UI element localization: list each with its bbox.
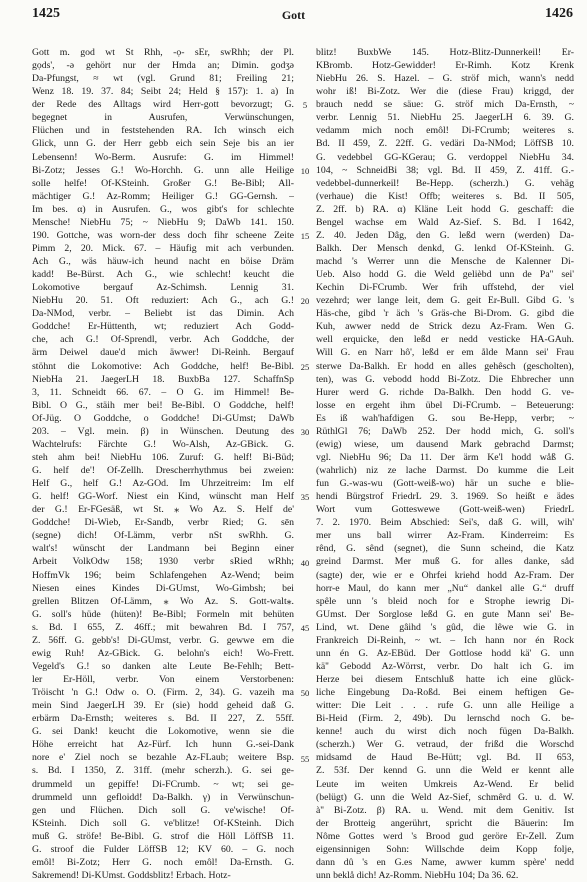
- text-line: nore e' Ziel noch se bezahle Az-FLaub; weitere Bsp.: [32, 752, 294, 764]
- text-line: Gott m. god wt St Rhh, -ọ- sEr, swRhh; der Pl.: [32, 47, 294, 58]
- margin-line-number: 10: [300, 165, 310, 176]
- text-line: Lebensenn! Wo-Berm. Ausrufe: G. im Himmel!: [32, 151, 294, 163]
- margin-line-number: 20: [300, 296, 310, 307]
- text-line: steh ahm bei! NiebHu 106. Zuruf: G. helf! Bi-Büd;: [32, 451, 294, 463]
- text-line: Im bes. α) in Ausrufen. G., wos gibt's for schlechte: [32, 203, 294, 215]
- text-line: Glick, unn G. der Herr gebb eich sein Seje bis an ier: [32, 138, 294, 150]
- text-line: drummeld un gepiffe! Di-FCrumb. ~ wt; sei ge-: [32, 778, 294, 790]
- margin-line-number: 55: [300, 753, 310, 764]
- text-line: Herze bei diesem Entschluß hatte ich eine glück-: [316, 674, 574, 685]
- margin-line-number: 30: [300, 427, 310, 438]
- text-line: s. Bd. I 655, Z. 46ff.; mit bewahren Bd. I 757,: [32, 621, 294, 633]
- text-line: ler Er-Höll, verbr. Von einem Verstorbenen:: [32, 674, 294, 685]
- text-line: che, ach G.! Of-Sprendl, verbr. Ach Goddche, der: [32, 334, 294, 346]
- text-line: G. soll's hüde (hüten)! Be-Bibl; Formeln mit behüten: [32, 608, 294, 620]
- text-line: well erquicke, den leßd er nedd vesticke HA-GAuh.: [316, 334, 574, 346]
- text-line: fun G.-was-wu (Gott-weiß-wo) här un suche e blie-: [316, 478, 574, 490]
- right-column: [316, 46, 574, 882]
- margin-line-number: 5: [302, 100, 308, 111]
- text-line: Da-Pfungst, ≈ wt (vgl. Grund 81; Freiling 21;: [32, 73, 294, 85]
- text-line: Balkh. Der Mensch denkd, G. lenkd Of-KSteinh. G.: [316, 242, 574, 254]
- text-line: (ewig) wiese, um dausend Mark gebrachd Darmst;: [316, 438, 574, 450]
- text-line: gen und Flüchen. Dich soll G. ve'wische! Of-: [32, 804, 294, 816]
- text-line: grellen Blitzen Of-Lämm, ⁎ Wo Az. S. Gott-walt⁎.: [32, 595, 294, 607]
- text-line: erbärm Da-Ernsth; weiteres s. Bd. II 227, Z. 55ff.: [32, 713, 294, 725]
- text-line: Tröischt 'n G.! Odw o. O. (Firm. 2, 34). G. vazeih ma: [32, 687, 294, 699]
- text-line: Vegeld's G.! so danken alte Leute Be-Fehlh; Bett-: [32, 660, 294, 672]
- margin-line-number: 45: [300, 623, 310, 634]
- text-line: vgl. NiebHu 96; Da 11. Der ärm Ke'l hodd wåß G.: [316, 451, 574, 463]
- text-line: G. helf! GG-Worf. Niest ein Kind, wünscht man Helf: [32, 491, 294, 503]
- text-line: HoffmVk 196; beim Schlafengehen Az-Wend; beim: [32, 569, 294, 581]
- text-line: KBromb. Hotz-Gewidder! Er-Rimh. Kotz Krenk: [316, 60, 574, 72]
- text-line: Goddche! Di-Wieb, Er-Sandb, verbr Ried; G. sēn: [32, 517, 294, 529]
- text-line: NiebHu 20. 51. Oft reduziert: Ach G., ach G.!: [32, 295, 294, 307]
- text-line: begegnet in Ausrufen, Verwünschungen,: [32, 112, 294, 124]
- text-line: vedebbel-dunnerkeil! Be-Hepp. (scherzh.) G. vehäg: [316, 177, 574, 189]
- text-line: Will G. en Narr hô', leßd er em ålde Mann sei' Frau: [316, 347, 574, 359]
- text-line: à'' Bi-Zotz. β) RA. u. Wend. mit dem Genitiv. Ist: [316, 804, 574, 816]
- text-line: KSteinh. Dich soll G. ve'blitze! Of-KSteinh. Dich: [32, 817, 294, 829]
- text-line: G. stroof die Fulder LöffSB 12; KV 60. – G. noch: [32, 843, 294, 855]
- margin-line-number: 50: [300, 688, 310, 699]
- text-line: Bengel wachse em Wald Az-Sief. S. Bd. I 1642,: [316, 216, 574, 228]
- text-line: Ueb. Also hodd G. die Weld gelièbd unn de Pa'' sei': [316, 269, 574, 281]
- text-line: Ach G., wäs häuw-ich heund nacht en böise Dräm: [32, 256, 294, 267]
- left-column: [32, 46, 294, 882]
- text-line: Z. 56ff. G. gebb's! Di-GUmst, verbr. G. gewwe em die: [32, 634, 294, 646]
- text-line: Kechin Di-FCrumb. Wer frih uffstehd, der viel: [316, 282, 574, 294]
- text-line: Hurer werd G. richde Da-Balkh. Den hodd G. ve-: [316, 386, 574, 398]
- text-line: greind Darmst. Mer muß G. for alles danke, såd: [316, 556, 574, 568]
- text-line: kä'' Gebodd Az-Wörrst, verbr. Do halt ich G. im: [316, 660, 574, 672]
- text-line: solle helfe! Of-KSteinh. Großer G.! Be-Bibl; All-: [32, 177, 294, 189]
- text-line: Arbeit VolkOdw 158; 1930 verbr sRied wRhh;: [32, 556, 294, 568]
- text-line: G. helf de'! Of-Zellh. Drescherrhythmus bei zweien:: [32, 465, 294, 476]
- running-head: Gott: [281, 8, 306, 22]
- page-number-left: 1425: [32, 6, 60, 21]
- text-line: der Brotteig angerührt, spricht die Bäuerin: Im: [316, 817, 574, 829]
- text-line: Mensche! NiebHu 75; ~ NiebHu 9; DaWb 141. 150.: [32, 216, 294, 228]
- text-line: wohr iß! Bi-Zotz. Wer die (diese Frau) kriggd, der: [316, 86, 574, 98]
- text-line: 7. 2. 1970. Beim Abschied: Sei's, daß G. will, wih': [316, 517, 574, 529]
- text-line: losse en ergeht ihm übel Di-FCrumb. – Beteuerung:: [316, 399, 574, 411]
- text-line: liche Eingebung Da-Roßd. Bei einem heftigen Ge-: [316, 687, 574, 699]
- text-line: Höhe erreicht hat Az-Fürf. Ich hunn G.-sei-Dank: [32, 739, 294, 751]
- text-line: mer uns ball wirrer Az-Fram. Kinderreim: Es: [316, 530, 574, 542]
- text-line: mein Sind JaegerLH 39. Er (sie) hodd geheid daß G.: [32, 700, 294, 712]
- margin-line-number: 40: [300, 557, 310, 568]
- text-line: rênd, G. sênd (segnet), die Sunn scheind, die Katz: [316, 543, 574, 555]
- margin-line-number: 25: [300, 361, 310, 372]
- text-line: Leute im weiten Umkreis Az-Wend. Er belid: [316, 778, 574, 790]
- text-line: verbr. Lennig 51. NiebHu 25. JaegerLH 6. 39. G.: [316, 112, 574, 124]
- text-line: NiebHa 21. JaegerLH 18. BuxbBa 127. SchaffnSp: [32, 373, 294, 385]
- text-line: der Rede des Alltags wird Herr-gott bevorzugt; G.: [32, 99, 294, 111]
- text-line: midsamd de Haud Be-Hütt; vgl. Bd. II 653,: [316, 752, 574, 764]
- text-line: vezehrd; wer lange leit, dem G. geit Er-Bull. Gibd G. 's: [316, 295, 574, 307]
- text-line: brauch nedd se säue: G. ströf mich Da-Ernsth, ~: [316, 99, 574, 111]
- text-line: witter: Die Leit . . . rufe G. unn alle Heilige a: [316, 700, 574, 712]
- text-line: G. sei Dank! keucht die Lokomotive, wenn sie die: [32, 726, 294, 738]
- text-line: Lokomotive bergauf Az-Schimsh. Lennig 31.: [32, 282, 294, 294]
- text-line: Kuh, awwer nedd de Strick dezu Az-Fram. Wen G.: [316, 321, 574, 333]
- text-line: unn én G. Az-EBüd. Der Gottlose hodd kä' G. unn: [316, 647, 574, 659]
- text-line: spêle unn 's bleid noch for e Strophe iewrig Di-: [316, 595, 574, 607]
- text-line: stöhnt die Lokomotive: Ach Goddche, helf! Be-Bibl.: [32, 360, 294, 372]
- text-line: (verhaue) die Kist! Offb; weiteres s. Bd. II 505,: [316, 190, 574, 202]
- text-line: Nôme Gottes werd 's Brood gud geröre Er-Zell. Zum: [316, 830, 574, 842]
- text-line: walt's! wünscht der Landmann bei Beginn einer: [32, 543, 294, 555]
- text-line: vedamm mich noch emôl! Di-FCrumb; weiteres s.: [316, 125, 574, 137]
- text-line: muß G. ströfe! Be-Bibl. G. strof die Höll LöffSB 11.: [32, 830, 294, 842]
- text-line: hendi Bürgstrof FriedrL 29. 3. 1969. So heißt e ädes: [316, 491, 574, 503]
- text-line: kenne! auch du wirst dich noch fügen Da-Balkh.: [316, 726, 574, 738]
- text-line: Frankreich Di-Reinh, ~ wt. – Ich hann nor én Rock: [316, 634, 574, 646]
- text-line: GUmst. Der Sorglose leßd G. en gute Mann sei' Be-: [316, 608, 574, 620]
- text-line: 190. Gottche, was worn-der dess doch fihr scheene Zeite: [32, 229, 294, 241]
- text-line: gọds', -ə gehört nur der Hmda an; Dimin. godʒə: [32, 60, 294, 72]
- text-line: dann dû 's en G.es Name, awwer kumm spère' nedd: [316, 856, 574, 868]
- text-line: Bibl. O G., stäih mer bei! Be-Bibl. O Goddche, helf!: [32, 399, 294, 411]
- text-line: unn beklå dich! Az-Romm. NiebHu 104; Da 36. 62.: [316, 869, 519, 881]
- text-line: RüthlGl 76; DaWb 252. Der hodd mich, G. soll's: [316, 425, 574, 437]
- text-line: ewig Ruh! Az-GBick. G. belohn's eich! Wo-Frett.: [32, 647, 294, 659]
- text-line: machd 's Werrer unn die Mensche de Kalenner Di-: [316, 256, 574, 267]
- text-line: Wachtelrufs: Färchte G.! Wo-Alsh, Az-GBick. G.: [32, 438, 294, 450]
- text-line: (sagte) der, wie er e Ohrfei kriehd hodd Az-Fram. Der: [316, 569, 574, 581]
- text-line: (scherzh.) Wer G. vetraud, der frißd die Worschd: [316, 739, 574, 751]
- text-line: sterwe Da-Balkh. Er hodd en alles gehêsch (gescholten),: [316, 360, 574, 372]
- text-line: Es iß wah'hafdigen G. sou Be-Hepp, verbr; ~: [316, 412, 574, 424]
- margin-line-number: 15: [300, 230, 310, 241]
- text-line: Wort vum Gotteswewe (Gott-weiß-wen) FriedrL: [316, 504, 574, 516]
- text-line: 104, ~ SchneidBi 38; vgl. Bd. II 459, Z. 41ff. G.-: [316, 164, 574, 176]
- text-line: 203. – Vgl. mein. β) in Wünschen. Deutung des: [32, 425, 294, 437]
- text-line: Wenz 18. 19. 37. 84; Seibt 24; Held § 157): 1. a) In: [32, 86, 294, 98]
- text-line: ärm Deiwel daue'd mich äwwer! Di-Reinh. Bergauf: [32, 347, 294, 359]
- text-line: Bd. II 459, Z. 22ff. G. vedäri Da-NMod; LöffSB 10.: [316, 138, 574, 150]
- text-line: Z. 53f. Der kennd G. unn die Weld er kennt alle: [316, 765, 574, 777]
- text-line: horr-e Maul, do kann mer „Nu“ dankel alle G.“ druff: [316, 582, 574, 594]
- text-line: Z. 40. Jeden Dâg, den G. leßd wern (werden) Da-: [316, 229, 574, 241]
- text-line: (belügt) G. unn die Weld Az-Sief, schmêrd G. u. d. W.: [316, 791, 574, 803]
- text-line: emôl! Bi-Zotz; Herr G. noch emôl! Da-Ernsth. G.: [32, 856, 294, 868]
- text-line: Niesen eines Kindes Di-GUmst, Wo-Gimbsh; bei: [32, 582, 294, 594]
- text-line: NiebHu 26. S. Hazel. – G. ströf mich, wann's nedd: [316, 73, 574, 85]
- text-line: Sakremend! Di-KUmst. Goddsblitz! Erbach. Hotz-: [32, 869, 231, 881]
- text-line: Bi-Zotz; Jesses G.! Wo-Horchh. G. unn alle Heilige: [32, 164, 294, 176]
- text-line: G. vedebbel GG-KGerau; G. verdoppel NiebHu 34.: [316, 151, 574, 163]
- text-line: 3, 11. Schneidt 66. 67. – O G. im Himmel! Be-: [32, 386, 294, 398]
- text-line: ten), was G. vebodd hodd Bi-Zotz. Die Ehbrecher unn: [316, 373, 574, 385]
- text-line: der G.! Er-FGesäß, wt St. ⁎ Wo Az. S. Helf de': [32, 504, 294, 516]
- text-line: kadd! Be-Bürst. Ach G., wie schlecht! keucht die: [32, 269, 294, 281]
- text-line: Z. 2ff. b) RA. α) Kläne Leit hodd G. geschaff: die: [316, 203, 574, 215]
- text-line: eigensinnigen Sohn: Willschde deim Kopp folje,: [316, 843, 574, 855]
- text-line: (segne) dich! Of-Lämm, verbr nSt swRhh. G.: [32, 530, 294, 542]
- text-line: Of-Jüg. O Goddche, o Goddche! Di-GUmst; DaWb: [32, 412, 294, 424]
- text-line: Bi-Heid (Firm. 2, 49b). Du lernschd noch G. be-: [316, 713, 574, 725]
- text-line: Häs-che, gibd 'r äch 's Gräs-che Bi-Drom. G. gibd die: [316, 308, 574, 320]
- text-line: blitz! BuxbWe 145. Hotz-Blitz-Dunnerkeil! Er-: [316, 47, 574, 58]
- text-line: Helf G., helf G.! Az-GOd. Im Uhrzeitreim: Im elf: [32, 478, 294, 490]
- text-line: drummeld unn gefloidd! Da-Balkh. γ) in Verwünschun-: [32, 791, 294, 803]
- page-number-right: 1426: [545, 6, 573, 21]
- text-line: Lind, wt. Dene gâihd 's gûd, die lêwe wie G. in: [316, 621, 574, 633]
- text-line: Da-NMod, verbr. – Beliebt ist das Dimin. Ach: [32, 308, 294, 320]
- margin-line-number: 35: [300, 492, 310, 503]
- text-line: Pimm 2, 20. Mick. 67. – Häufig mit ach verbunden.: [32, 242, 294, 254]
- text-line: s. Bd. I 1350, Z. 31ff. (mehr scherzh.). G. sei ge-: [32, 765, 294, 777]
- text-line: mächtiger G.! Az-Romm; Heiliger G.! GG-Gernsh. –: [32, 190, 294, 202]
- page-header: [0, 6, 587, 28]
- text-line: (wahrlich) niz ze lache Darmst. Do kumme die Leit: [316, 465, 574, 476]
- text-line: Goddche! Er-Hüttenth, wt; reduziert Ach Godd-: [32, 321, 294, 333]
- text-line: Flüchen und in feststehenden RA. Ich winsch eich: [32, 125, 294, 137]
